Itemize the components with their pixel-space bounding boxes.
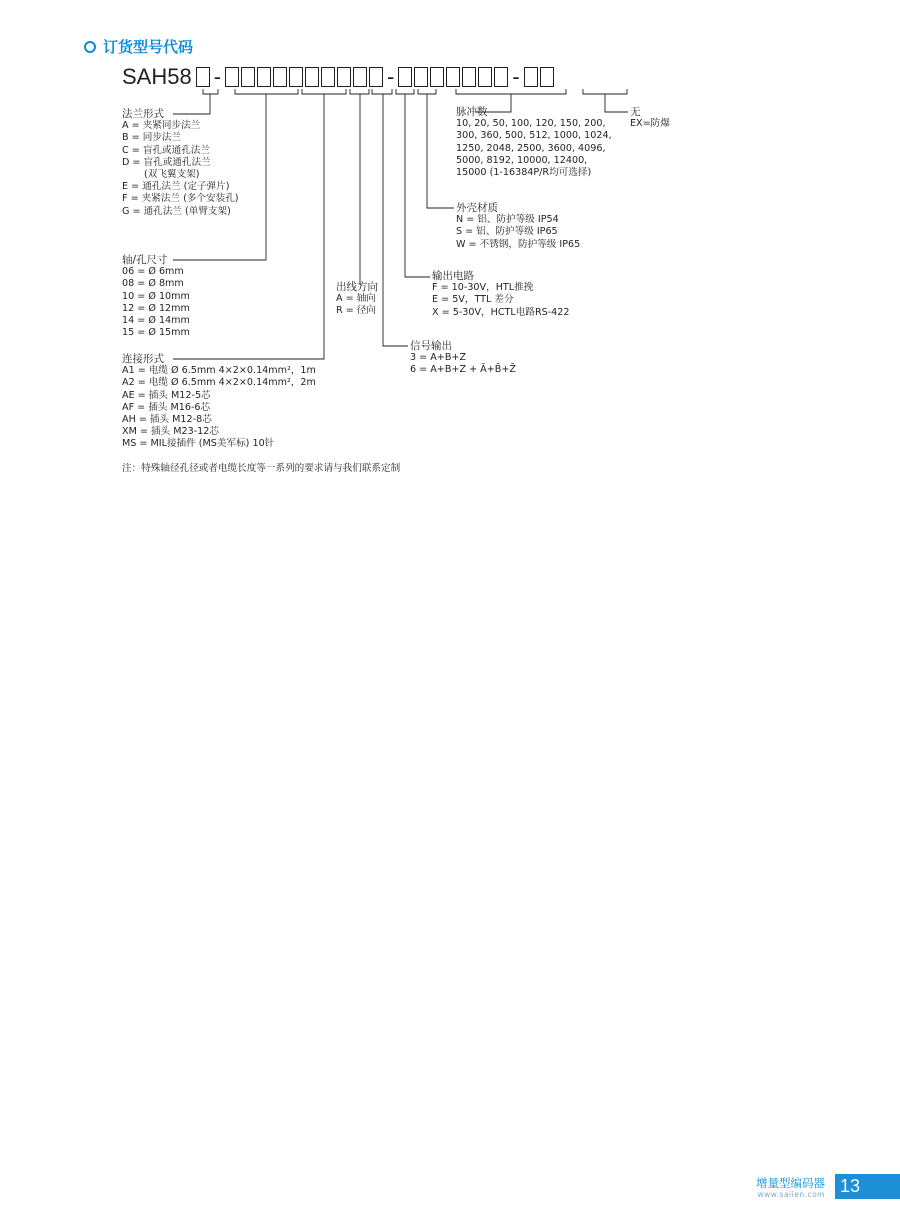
shaft-label: 轴/孔尺寸: [122, 254, 168, 266]
ex-group: [630, 106, 670, 130]
circuit-group: [432, 270, 569, 319]
pulse-option: 1250, 2048, 2500, 3600, 4096,: [456, 142, 606, 154]
page-number: 13: [835, 1174, 900, 1199]
footer-url: www.saiien.com: [757, 1190, 825, 1199]
connection-option: AF = 插头 M16-6芯: [122, 401, 211, 413]
bracket-flange: [203, 89, 218, 94]
connection-option: XM = 插头 M23-12芯: [122, 426, 219, 438]
flange-option: A = 夹紧同步法兰: [122, 120, 201, 132]
bracket-pulse: [456, 89, 566, 94]
shaft-option: 14 = Ø 14mm: [122, 315, 190, 327]
outlet-label: 出线方向: [336, 281, 378, 293]
pulse-option: 5000, 8192, 10000, 12400,: [456, 154, 588, 166]
bracket-housing: [418, 89, 436, 94]
pulse-label: 脉冲数: [456, 106, 488, 118]
signal-option: 3 = A+B+Z: [410, 352, 467, 364]
model-prefix: SAH58: [122, 64, 192, 89]
bracket-outlet: [350, 89, 369, 94]
connection-option: AE = 插头 M12-5芯: [122, 389, 211, 401]
flange-option: F = 夹紧法兰 (多个安装孔): [122, 193, 239, 205]
shaft-option: 08 = Ø 8mm: [122, 278, 184, 290]
flange-label: 法兰形式: [122, 108, 164, 120]
flange-option: B = 同步法兰: [122, 132, 182, 144]
code-dash: -: [213, 64, 222, 89]
outlet-option: A = 轴向: [336, 293, 376, 305]
bracket-shaft: [235, 89, 298, 94]
connection-option: A1 = 电缆 Ø 6.5mm 4×2×0.14mm²，1m: [122, 365, 316, 377]
bracket-connection: [302, 89, 346, 94]
shaft-group: [122, 254, 190, 339]
bracket-signal: [372, 89, 392, 94]
circuit-option: F = 10-30V，HTL推挽: [432, 282, 534, 294]
flange-option: (双飞翼支架): [144, 169, 200, 181]
circuit-option: E = 5V，TTL 差分: [432, 294, 514, 306]
signal-option: 6 = A+B+Z + Ā+B̄+Z̄: [410, 364, 516, 376]
shaft-option: 06 = Ø 6mm: [122, 266, 184, 278]
ex-label: 无: [630, 106, 641, 118]
housing-option: N = 铝、防护等级 IP54: [456, 214, 559, 226]
bracket-ex: [583, 89, 627, 94]
flange-group: [122, 108, 239, 218]
shaft-option: 15 = Ø 15mm: [122, 327, 190, 339]
flange-option: G = 通孔法兰 (单臂支架): [122, 205, 231, 217]
connection-option: MS = MIL接插件 (MS美军标) 10针: [122, 438, 275, 450]
connection-label: 连接形式: [122, 353, 164, 365]
pulse-option: 300, 360, 500, 512, 1000, 1024,: [456, 130, 612, 142]
housing-option: W = 不锈钢，防护等级 IP65: [456, 238, 581, 250]
housing-option: S = 铝、防护等级 IP65: [456, 226, 558, 238]
connection-group: [122, 353, 316, 451]
flange-option: C = 盲孔或通孔法兰: [122, 144, 210, 156]
flange-option: E = 通孔法兰 (定子弹片): [122, 181, 230, 193]
circuit-label: 输出电路: [432, 270, 474, 282]
housing-group: [456, 202, 580, 251]
leader-circuit: [405, 94, 430, 277]
leader-housing: [427, 94, 454, 208]
pulse-group: [456, 106, 612, 179]
footnote: 注：特殊轴径孔径或者电缆长度等一系列的要求请与我们联系定制: [122, 463, 401, 474]
signal-group: [410, 340, 516, 377]
footer-category: 增量型编码器: [756, 1176, 825, 1190]
section-title: 订货型号代码: [103, 38, 194, 56]
outlet-option: R = 径向: [336, 305, 376, 317]
code-dash: -: [512, 64, 520, 89]
connection-option: AH = 插头 M12-8芯: [122, 414, 212, 426]
flange-option: D = 盲孔或通孔法兰: [122, 156, 211, 168]
outlet-group: [336, 281, 378, 318]
connection-option: A2 = 电缆 Ø 6.5mm 4×2×0.14mm²，2m: [122, 377, 316, 389]
signal-label: 信号输出: [410, 340, 452, 352]
shaft-option: 10 = Ø 10mm: [122, 290, 190, 302]
bracket-circuit: [396, 89, 414, 94]
ex-option: EX=防爆: [630, 118, 670, 130]
code-dash: -: [387, 64, 395, 89]
pulse-option: 15000 (1-16384P/R均可选择): [456, 167, 592, 179]
pulse-option: 10, 20, 50, 100, 120, 150, 200,: [456, 118, 606, 130]
circuit-option: X = 5-30V，HCTL电路RS-422: [432, 306, 570, 318]
housing-label: 外壳材质: [456, 202, 498, 214]
leader-signal: [383, 94, 408, 346]
shaft-option: 12 = Ø 12mm: [122, 302, 190, 314]
